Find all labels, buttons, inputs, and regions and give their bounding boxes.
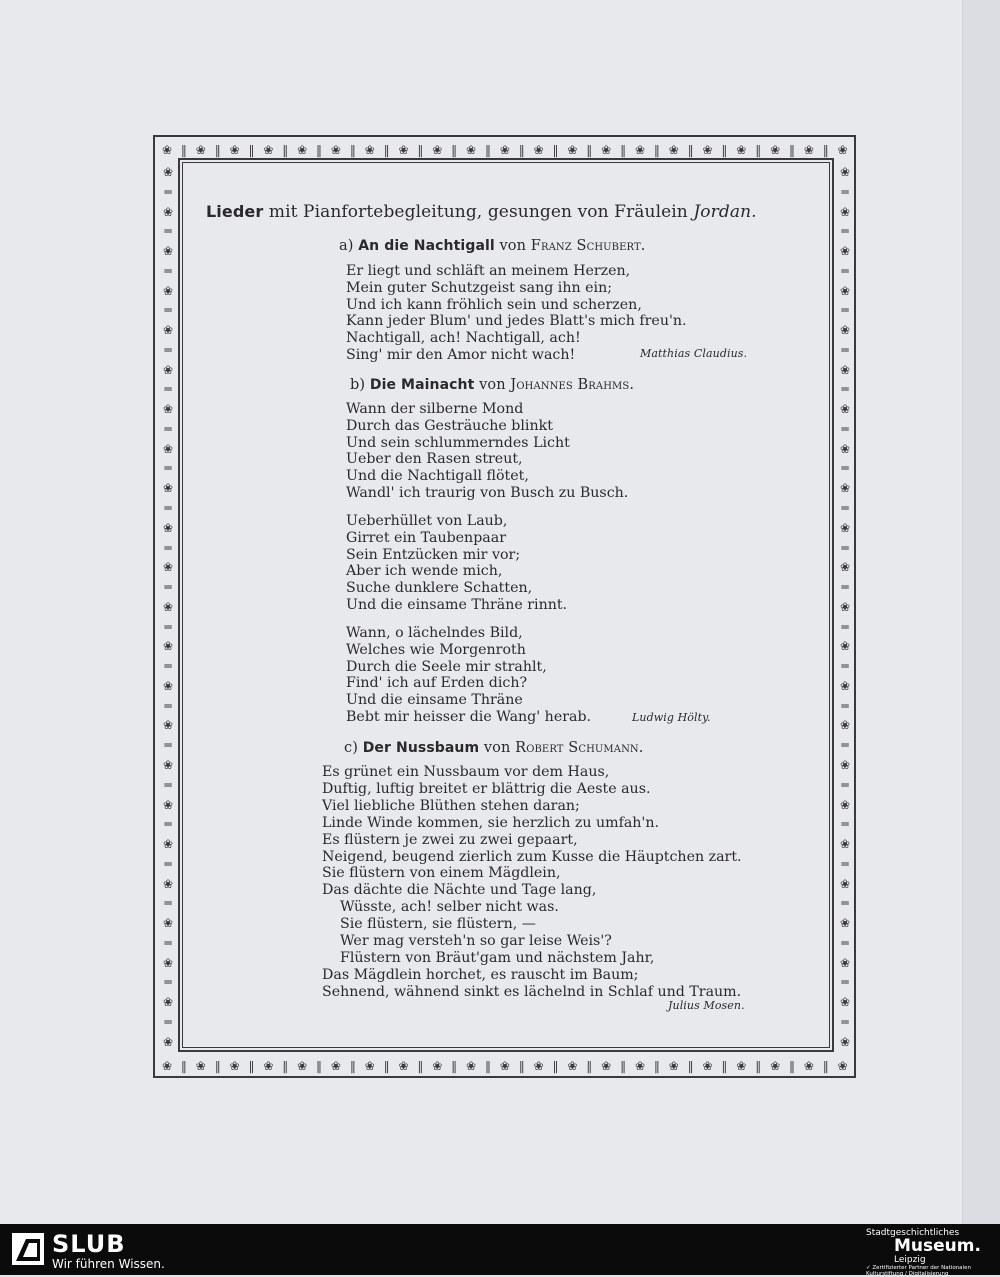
- song-b-stanza-3-line: Welches wie Morgenroth: [346, 641, 526, 658]
- ornament-glyph: ❀: [839, 678, 851, 693]
- song-a-line: Sing' mir den Amor nicht wach!: [346, 347, 576, 363]
- song-c-label: c): [344, 740, 358, 756]
- ornament-glyph: ❀: [398, 143, 409, 157]
- ornament-glyph: ❀: [839, 204, 851, 219]
- ornament-glyph: ═: [164, 303, 172, 318]
- slub-logo-icon: [12, 1233, 44, 1265]
- ornament-glyph: ‖: [788, 1059, 795, 1073]
- ornament-glyph: ═: [164, 856, 172, 871]
- ornament-glyph: ❀: [839, 520, 851, 535]
- frame-ornament-right: [835, 158, 855, 1056]
- museum-name[interactable]: Museum.: [894, 1236, 981, 1256]
- song-b-stanza-3-line: Und die einsame Thräne: [346, 692, 523, 709]
- ornament-glyph: ❀: [702, 143, 713, 157]
- ornament-glyph: ❀: [162, 916, 174, 931]
- ornament-glyph: ‖: [586, 143, 593, 157]
- ornament-glyph: ❀: [162, 402, 174, 417]
- song-b-stanza-3-line: Find' ich auf Erden dich?: [346, 675, 528, 692]
- ornament-glyph: ❀: [162, 204, 174, 219]
- ornament-glyph: ‖: [383, 1059, 390, 1073]
- frame-ornament-bottom: [158, 1056, 852, 1076]
- ornament-glyph: ❀: [162, 639, 174, 654]
- ornament-glyph: ═: [841, 224, 849, 239]
- song-b-stanza-1-line: Wandl' ich traurig von Busch zu Busch.: [346, 485, 629, 501]
- ornament-glyph: ❀: [432, 1059, 443, 1073]
- ornament-glyph: ❀: [601, 1059, 612, 1073]
- ornament-glyph: ‖: [721, 143, 728, 157]
- song-c-name: Der Nussbaum: [362, 740, 480, 756]
- ornament-glyph: ═: [164, 501, 172, 516]
- song-a-label: a): [339, 238, 354, 254]
- song-a-composer-last: Schubert.: [576, 238, 646, 254]
- ornament-glyph: ❀: [297, 143, 308, 157]
- ornament-glyph: ❀: [668, 143, 679, 157]
- ornament-glyph: ❀: [634, 1059, 645, 1073]
- song-b-stanza-2-line: Suche dunklere Schatten,: [346, 580, 533, 597]
- ornament-glyph: ═: [841, 342, 849, 357]
- ornament-glyph: ❀: [839, 837, 851, 852]
- ornament-glyph: ‖: [214, 1059, 221, 1073]
- ornament-glyph: ═: [841, 540, 849, 555]
- ornament-glyph: ═: [164, 975, 172, 990]
- ornament-glyph: ❀: [364, 143, 375, 157]
- footer-bar: [0, 1224, 1000, 1275]
- song-c-line: Viel liebliche Blüthen stehen daran;: [322, 797, 580, 814]
- ornament-glyph: ‖: [721, 1059, 728, 1073]
- song-b-stanza-3-line: Bebt mir heisser die Wang' herab.: [346, 709, 592, 725]
- song-c-title: [344, 740, 644, 756]
- ornament-glyph: ‖: [620, 1059, 627, 1073]
- ornament-glyph: ❀: [839, 560, 851, 575]
- ornament-glyph: ═: [164, 935, 172, 950]
- ornament-glyph: ❀: [162, 323, 174, 338]
- ornament-glyph: ❀: [839, 362, 851, 377]
- ornament-glyph: ❀: [195, 143, 206, 157]
- ornament-glyph: ❀: [668, 1059, 679, 1073]
- ornament-glyph: ‖: [349, 143, 356, 157]
- song-c-by: von: [483, 740, 511, 756]
- slub-name[interactable]: SLUB: [52, 1230, 126, 1258]
- song-a-by: von: [499, 238, 527, 254]
- song-b-stanza-2-line: Sein Entzücken mir vor;: [346, 546, 521, 563]
- song-a-line: Mein guter Schutzgeist sang ihn ein;: [346, 279, 612, 296]
- ornament-glyph: ❀: [839, 797, 851, 812]
- song-a-composer-first: Franz: [530, 238, 572, 254]
- song-b-stanza-2-line: Ueberhüllet von Laub,: [346, 513, 508, 529]
- ornament-glyph: ═: [164, 184, 172, 199]
- ornament-glyph: ❀: [162, 165, 174, 179]
- song-b-stanza-2-line: Und die einsame Thräne rinnt.: [346, 597, 568, 613]
- song-b-stanza-1-line: Durch das Gesträuche blinkt: [346, 417, 553, 434]
- ornament-glyph: ‖: [180, 1059, 187, 1073]
- song-b-composer-first: Johannes: [510, 377, 573, 393]
- ornament-glyph: ═: [841, 659, 849, 674]
- ornament-glyph: ❀: [162, 362, 174, 377]
- ornament-glyph: ═: [164, 342, 172, 357]
- ornament-glyph: ═: [841, 263, 849, 278]
- ornament-glyph: ❀: [162, 1059, 173, 1073]
- song-b-title: [350, 377, 634, 393]
- frame-ornament-top: [158, 140, 852, 160]
- ornament-glyph: ‖: [620, 143, 627, 157]
- ornament-glyph: ‖: [214, 143, 221, 157]
- ornament-glyph: ═: [841, 896, 849, 911]
- ornament-glyph: ═: [164, 580, 172, 595]
- heading-rest: mit Pianfortebegleitung, gesungen von Fräulein: [268, 202, 688, 222]
- ornament-glyph: ═: [164, 382, 172, 397]
- song-c-line: Linde Winde kommen, sie herzlich zu umfah'n.: [322, 814, 659, 831]
- ornament-glyph: ═: [841, 501, 849, 516]
- song-c-line: Duftig, luftig breitet er blättrig die Aeste aus.: [322, 780, 651, 797]
- song-b-name: Die Mainacht: [369, 377, 475, 393]
- ornament-glyph: ═: [164, 224, 172, 239]
- museum-prefix: Stadtgeschichtliches: [866, 1228, 960, 1238]
- ornament-glyph: ❀: [466, 1059, 477, 1073]
- song-b-poet: Ludwig Hölty.: [632, 711, 711, 724]
- ornament-glyph: ❀: [499, 1059, 510, 1073]
- ornament-glyph: ═: [164, 461, 172, 476]
- song-c-line: Flüstern von Bräut'gam und nächstem Jahr,: [340, 949, 655, 966]
- ornament-glyph: ❀: [770, 143, 781, 157]
- ornament-glyph: ❀: [839, 481, 851, 496]
- ornament-glyph: ‖: [316, 143, 323, 157]
- song-b-stanza-3-line: Durch die Seele mir strahlt,: [346, 658, 547, 675]
- ornament-glyph: ❀: [803, 1059, 814, 1073]
- ornament-glyph: ‖: [484, 143, 491, 157]
- ornament-glyph: ❀: [567, 143, 578, 157]
- ornament-glyph: ‖: [180, 143, 187, 157]
- ornament-glyph: ❀: [364, 1059, 375, 1073]
- song-a-name: An die Nachtigall: [358, 238, 495, 254]
- ornament-glyph: ═: [164, 659, 172, 674]
- ornament-glyph: ═: [841, 619, 849, 634]
- ornament-glyph: ❀: [195, 1059, 206, 1073]
- ornament-glyph: ‖: [417, 143, 424, 157]
- ornament-glyph: ❀: [466, 143, 477, 157]
- ornament-glyph: ‖: [518, 1059, 525, 1073]
- ornament-glyph: ❀: [162, 876, 174, 891]
- ornament-glyph: ═: [841, 184, 849, 199]
- ornament-glyph: ❀: [567, 1059, 578, 1073]
- ornament-glyph: ‖: [451, 1059, 458, 1073]
- ornament-glyph: ═: [164, 698, 172, 713]
- song-b-stanza-1-line: Und sein schlummerndes Licht: [346, 434, 570, 451]
- page-heading: [206, 202, 757, 222]
- ornament-glyph: ❀: [837, 143, 848, 157]
- song-c-line: Das dächte die Nächte und Tage lang,: [322, 882, 597, 899]
- ornament-glyph: ❀: [601, 143, 612, 157]
- song-a-line: Nachtigall, ach! Nachtigall, ach!: [346, 330, 581, 347]
- song-a-line: Und ich kann fröhlich sein und scherzen,: [346, 296, 642, 313]
- ornament-glyph: ‖: [248, 143, 255, 157]
- ornament-glyph: ═: [164, 540, 172, 555]
- ornament-glyph: ❀: [839, 757, 851, 772]
- song-c-line: Wüsste, ach! selber nicht was.: [340, 899, 559, 916]
- song-c-line: Es flüstern je zwei zu zwei gepaart,: [322, 831, 578, 848]
- song-b-stanza-3-line: Wann, o lächelndes Bild,: [346, 625, 523, 641]
- song-a-poet: Matthias Claudius.: [640, 347, 748, 360]
- ornament-glyph: ═: [164, 263, 172, 278]
- ornament-glyph: ‖: [755, 1059, 762, 1073]
- ornament-glyph: ❀: [432, 143, 443, 157]
- ornament-glyph: ❀: [162, 481, 174, 496]
- ornament-glyph: ‖: [755, 143, 762, 157]
- song-c-line: Sie flüstern, sie flüstern, —: [340, 916, 536, 933]
- ornament-glyph: ❀: [837, 1059, 848, 1073]
- ornament-glyph: ═: [164, 817, 172, 832]
- ornament-glyph: ═: [841, 935, 849, 950]
- ornament-glyph: ❀: [839, 283, 851, 298]
- ornament-glyph: ❀: [162, 441, 174, 456]
- ornament-glyph: ❀: [162, 244, 174, 259]
- song-b-stanza-1-line: Und die Nachtigall flötet,: [346, 468, 529, 485]
- ornament-glyph: ‖: [822, 143, 829, 157]
- ornament-glyph: ‖: [349, 1059, 356, 1073]
- ornament-glyph: ❀: [162, 797, 174, 812]
- ornament-glyph: ❀: [736, 143, 747, 157]
- ornament-glyph: ❀: [839, 876, 851, 891]
- ornament-glyph: ‖: [788, 143, 795, 157]
- ornament-glyph: ❀: [839, 639, 851, 654]
- museum-city: Leipzig: [894, 1255, 926, 1265]
- heading-name: Jordan.: [693, 202, 757, 222]
- ornament-glyph: ‖: [451, 143, 458, 157]
- ornament-glyph: ‖: [687, 1059, 694, 1073]
- ornament-glyph: ═: [841, 421, 849, 436]
- ornament-glyph: ‖: [282, 1059, 289, 1073]
- ornament-glyph: ═: [841, 975, 849, 990]
- ornament-glyph: ═: [164, 619, 172, 634]
- ornament-glyph: ‖: [316, 1059, 323, 1073]
- ornament-glyph: ‖: [417, 1059, 424, 1073]
- ornament-glyph: ❀: [634, 143, 645, 157]
- museum-partner-note: ✓ Zertifizierter Partner der Nationalen Kulturstiftung / Digitalisierung: [866, 1265, 971, 1277]
- ornament-glyph: ❀: [162, 560, 174, 575]
- ornament-glyph: ❀: [839, 165, 851, 179]
- ornament-glyph: ❀: [297, 1059, 308, 1073]
- ornament-glyph: ❀: [229, 143, 240, 157]
- ornament-glyph: ═: [841, 698, 849, 713]
- ornament-glyph: ‖: [822, 1059, 829, 1073]
- song-b-stanza-2-line: Aber ich wende mich,: [346, 563, 503, 580]
- ornament-glyph: ❀: [162, 283, 174, 298]
- ornament-glyph: ═: [164, 777, 172, 792]
- ornament-glyph: ❀: [162, 955, 174, 970]
- ornament-glyph: ❀: [162, 520, 174, 535]
- song-c-line: Das Mägdlein horchet, es rauscht im Baum;: [322, 966, 639, 983]
- ornament-glyph: ═: [164, 738, 172, 753]
- ornament-glyph: ❀: [162, 757, 174, 772]
- ornament-glyph: ‖: [552, 143, 559, 157]
- ornament-glyph: ‖: [653, 143, 660, 157]
- ornament-glyph: ❀: [162, 718, 174, 733]
- ornament-glyph: ❀: [839, 995, 851, 1010]
- ornament-glyph: ❀: [330, 143, 341, 157]
- song-b-stanza-2-line: Girret ein Taubenpaar: [346, 529, 506, 546]
- ornament-glyph: ═: [841, 777, 849, 792]
- ornament-glyph: ❀: [533, 1059, 544, 1073]
- ornament-glyph: ‖: [653, 1059, 660, 1073]
- next-page-edge: [962, 0, 1000, 1224]
- ornament-glyph: ❀: [702, 1059, 713, 1073]
- ornament-glyph: ‖: [248, 1059, 255, 1073]
- ornament-glyph: ❀: [398, 1059, 409, 1073]
- ornament-glyph: ‖: [552, 1059, 559, 1073]
- ornament-glyph: ❀: [263, 1059, 274, 1073]
- ornament-glyph: ❀: [162, 1034, 174, 1049]
- ornament-glyph: ‖: [687, 143, 694, 157]
- ornament-glyph: ❀: [533, 143, 544, 157]
- ornament-glyph: ═: [841, 461, 849, 476]
- ornament-glyph: ‖: [586, 1059, 593, 1073]
- song-b-composer-last: Brahms.: [577, 377, 635, 393]
- ornament-glyph: ❀: [499, 143, 510, 157]
- ornament-glyph: ═: [841, 1014, 849, 1029]
- ornament-glyph: ❀: [229, 1059, 240, 1073]
- ornament-glyph: ‖: [518, 143, 525, 157]
- ornament-glyph: ‖: [484, 1059, 491, 1073]
- song-c-poet: Julius Mosen.: [668, 999, 745, 1012]
- ornament-glyph: ❀: [162, 837, 174, 852]
- song-c-line: Sehnend, wähnend sinkt es lächelnd in Schlaf und Traum.: [322, 983, 742, 1000]
- ornament-glyph: ❀: [770, 1059, 781, 1073]
- ornament-glyph: ═: [841, 738, 849, 753]
- frame-ornament-left: [158, 158, 178, 1056]
- ornament-glyph: ❀: [162, 995, 174, 1010]
- ornament-glyph: ❀: [263, 143, 274, 157]
- ornament-glyph: ═: [164, 1014, 172, 1029]
- song-c-line: Neigend, beugend zierlich zum Kusse die Häuptchen zart.: [322, 848, 742, 865]
- ornament-glyph: ❀: [839, 441, 851, 456]
- song-b-by: von: [479, 377, 506, 393]
- ornament-glyph: ═: [841, 580, 849, 595]
- song-c-line: Es grünet ein Nussbaum vor dem Haus,: [322, 764, 610, 780]
- ornament-glyph: ❀: [839, 402, 851, 417]
- ornament-glyph: ═: [841, 817, 849, 832]
- ornament-glyph: ═: [164, 421, 172, 436]
- ornament-glyph: ❀: [803, 143, 814, 157]
- song-c-line: Wer mag versteh'n so gar leise Weis'?: [340, 933, 612, 949]
- ornament-glyph: ❀: [839, 599, 851, 614]
- song-a-line: Er liegt und schläft an meinem Herzen,: [346, 263, 631, 279]
- ornament-glyph: ❀: [330, 1059, 341, 1073]
- ornament-glyph: ❀: [162, 599, 174, 614]
- song-b-stanza-1-line: Wann der silberne Mond: [346, 401, 524, 417]
- ornament-glyph: ❀: [839, 718, 851, 733]
- ornament-glyph: ❀: [839, 916, 851, 931]
- song-b-label: b): [350, 377, 366, 393]
- song-b-stanza-1-line: Ueber den Rasen streut,: [346, 451, 523, 468]
- ornament-glyph: ═: [841, 856, 849, 871]
- ornament-glyph: ═: [841, 303, 849, 318]
- ornament-glyph: ‖: [383, 143, 390, 157]
- ornament-glyph: ‖: [282, 143, 289, 157]
- song-c-composer-last: Schumann.: [568, 740, 644, 756]
- song-a-title: [339, 238, 645, 254]
- heading-bold: Lieder: [206, 202, 264, 221]
- slub-tagline: Wir führen Wissen.: [52, 1257, 165, 1271]
- ornament-glyph: ❀: [162, 678, 174, 693]
- ornament-glyph: ❀: [162, 143, 173, 157]
- song-c-line: Sie flüstern von einem Mägdlein,: [322, 865, 561, 882]
- song-c-composer-first: Robert: [515, 740, 564, 756]
- ornament-glyph: ❀: [736, 1059, 747, 1073]
- ornament-glyph: ❀: [839, 244, 851, 259]
- ornament-glyph: ═: [164, 896, 172, 911]
- song-a-line: Kann jeder Blum' und jedes Blatt's mich freu'n.: [346, 313, 687, 330]
- ornament-glyph: ❀: [839, 955, 851, 970]
- ornament-glyph: ❀: [839, 323, 851, 338]
- ornament-glyph: ❀: [839, 1034, 851, 1049]
- ornament-glyph: ═: [841, 382, 849, 397]
